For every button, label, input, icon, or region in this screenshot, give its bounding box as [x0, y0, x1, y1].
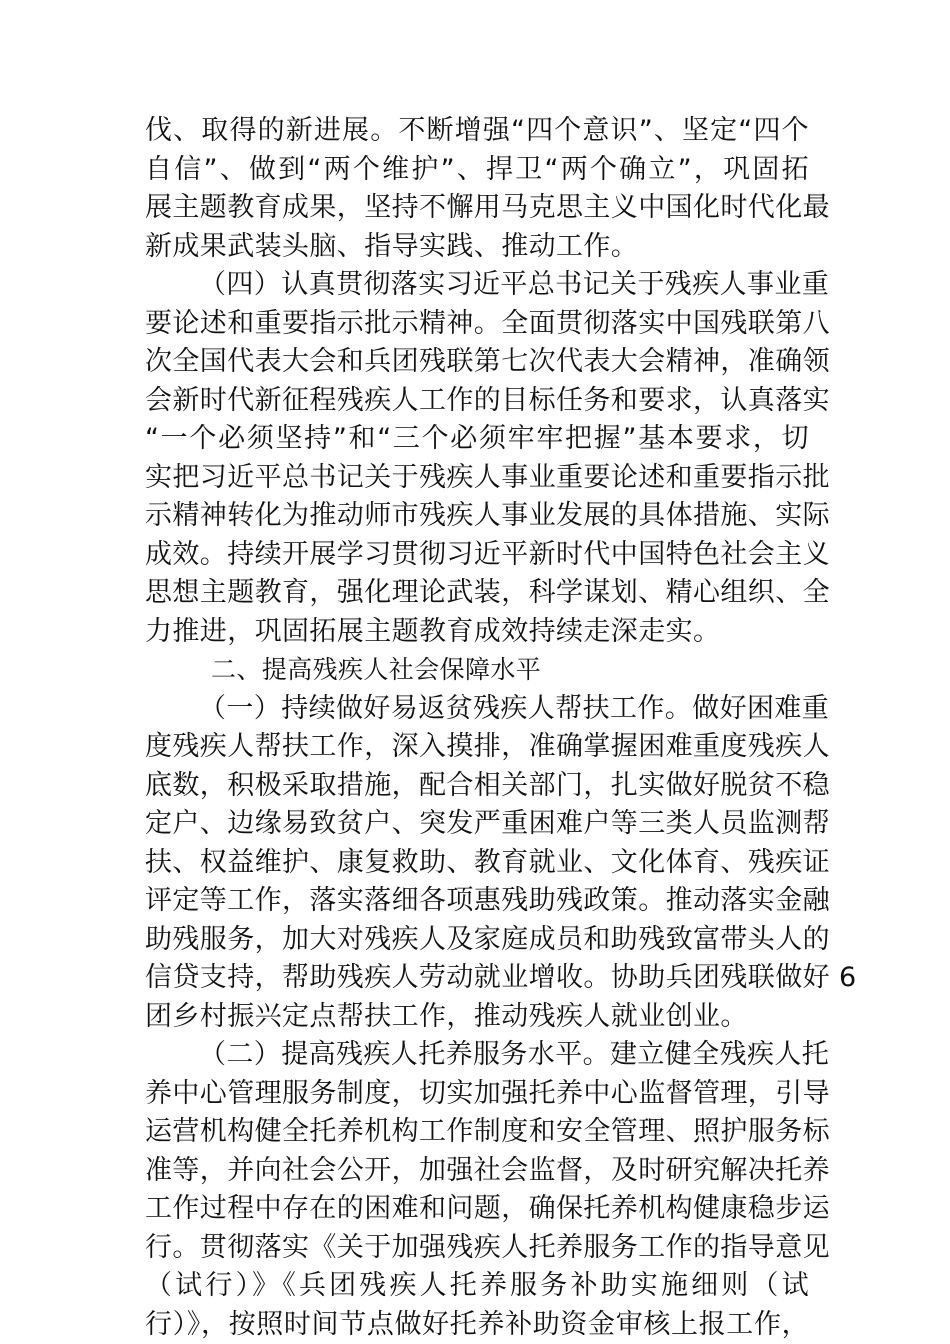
paragraph-item-one: [145, 690, 857, 1037]
text-line: （二）提高残疾人托养服务水平。建立健全残疾人托: [199, 1039, 830, 1070]
text-line: （试行）》《兵团残疾人托养服务补助实施细则（试: [145, 1270, 809, 1301]
text-line: 力推进，巩固拓展主题教育成效持续走深走实。: [145, 615, 721, 647]
text-line: 思想主题教育，强化理论武装，科学谋划、精心组织、全: [145, 577, 830, 608]
text-line: 要论述和重要指示批示精神。全面贯彻落实中国残联第八: [145, 307, 830, 339]
text-line: 运营机构健全托养机构工作制度和安全管理、照护服务标: [145, 1116, 830, 1147]
paragraph-item-four: [145, 266, 830, 651]
document-body: [145, 112, 857, 1344]
text-line: 伐、取得的新进展。不断增强“四个意识”、坚定“四个: [145, 115, 809, 146]
text-line: 工作过程中存在的困难和问题，确保托养机构健康稳步运: [145, 1193, 830, 1224]
text-line: 会新时代新征程残疾人工作的目标任务和要求，认真落实: [145, 384, 830, 416]
section-heading: 二、提高残疾人社会保障水平: [211, 655, 542, 684]
text-line: 底数，积极采取措施，配合相关部门，扎实做好脱贫不稳: [145, 769, 830, 801]
paragraph-continuation: [145, 112, 830, 266]
text-line: 实把习近平总书记关于残疾人事业重要论述和重要指示批: [145, 461, 830, 493]
text-line: （一）持续做好易返贫残疾人帮扶工作。做好困难重: [199, 692, 830, 724]
text-line: 养中心管理服务制度，切实加强托养中心监督管理，引导: [145, 1077, 830, 1109]
text-line: 扶、权益维护、康复救助、教育就业、文化体育、残疾证: [145, 846, 830, 878]
text-line: 定户、边缘易致贫户、突发严重困难户等三类人员监测帮: [145, 808, 830, 839]
text-line: 自信”、做到“两个维护”、捍卫“两个确立”，巩固拓: [145, 153, 809, 185]
text-line: 行。贯彻落实《关于加强残疾人托养服务工作的指导意见: [145, 1231, 830, 1263]
text-line: 成效。持续开展学习贯彻习近平新时代中国特色社会主义: [145, 538, 830, 570]
text-line: 新成果武装头脑、指导实践、推动工作。: [145, 230, 639, 262]
text-line: 次全国代表大会和兵团残联第七次代表大会精神，准确领: [145, 346, 830, 377]
text-line: （四）认真贯彻落实习近平总书记关于残疾人事业重: [199, 269, 830, 300]
text-line: 展主题教育成果，坚持不懈用马克思主义中国化时代化最: [145, 192, 830, 223]
paragraph-item-two: [145, 1036, 830, 1344]
text-line: 信贷支持，帮助残疾人劳动就业增收。协助兵团残联做好 6: [145, 962, 857, 993]
text-line: 助残服务，加大对残疾人及家庭成员和助残致富带头人的: [145, 923, 830, 955]
text-line: 示精神转化为推动师市残疾人事业发展的具体措施、实际: [145, 500, 830, 531]
text-line: 团乡村振兴定点帮扶工作，推动残疾人就业创业。: [145, 1000, 748, 1032]
text-line: 准等，并向社会公开，加强社会监督，及时研究解决托养: [145, 1154, 830, 1186]
text-line: 行）》，按照时间节点做好托养补助资金审核上报工作，: [145, 1308, 809, 1340]
text-line: 评定等工作，落实落细各项惠残助残政策。推动落实金融: [145, 885, 830, 916]
text-line: “一个必须坚持”和“三个必须牢牢把握”基本要求，切: [145, 423, 809, 454]
text-line: 度残疾人帮扶工作，深入摸排，准确掌握困难重度残疾人: [145, 731, 830, 762]
